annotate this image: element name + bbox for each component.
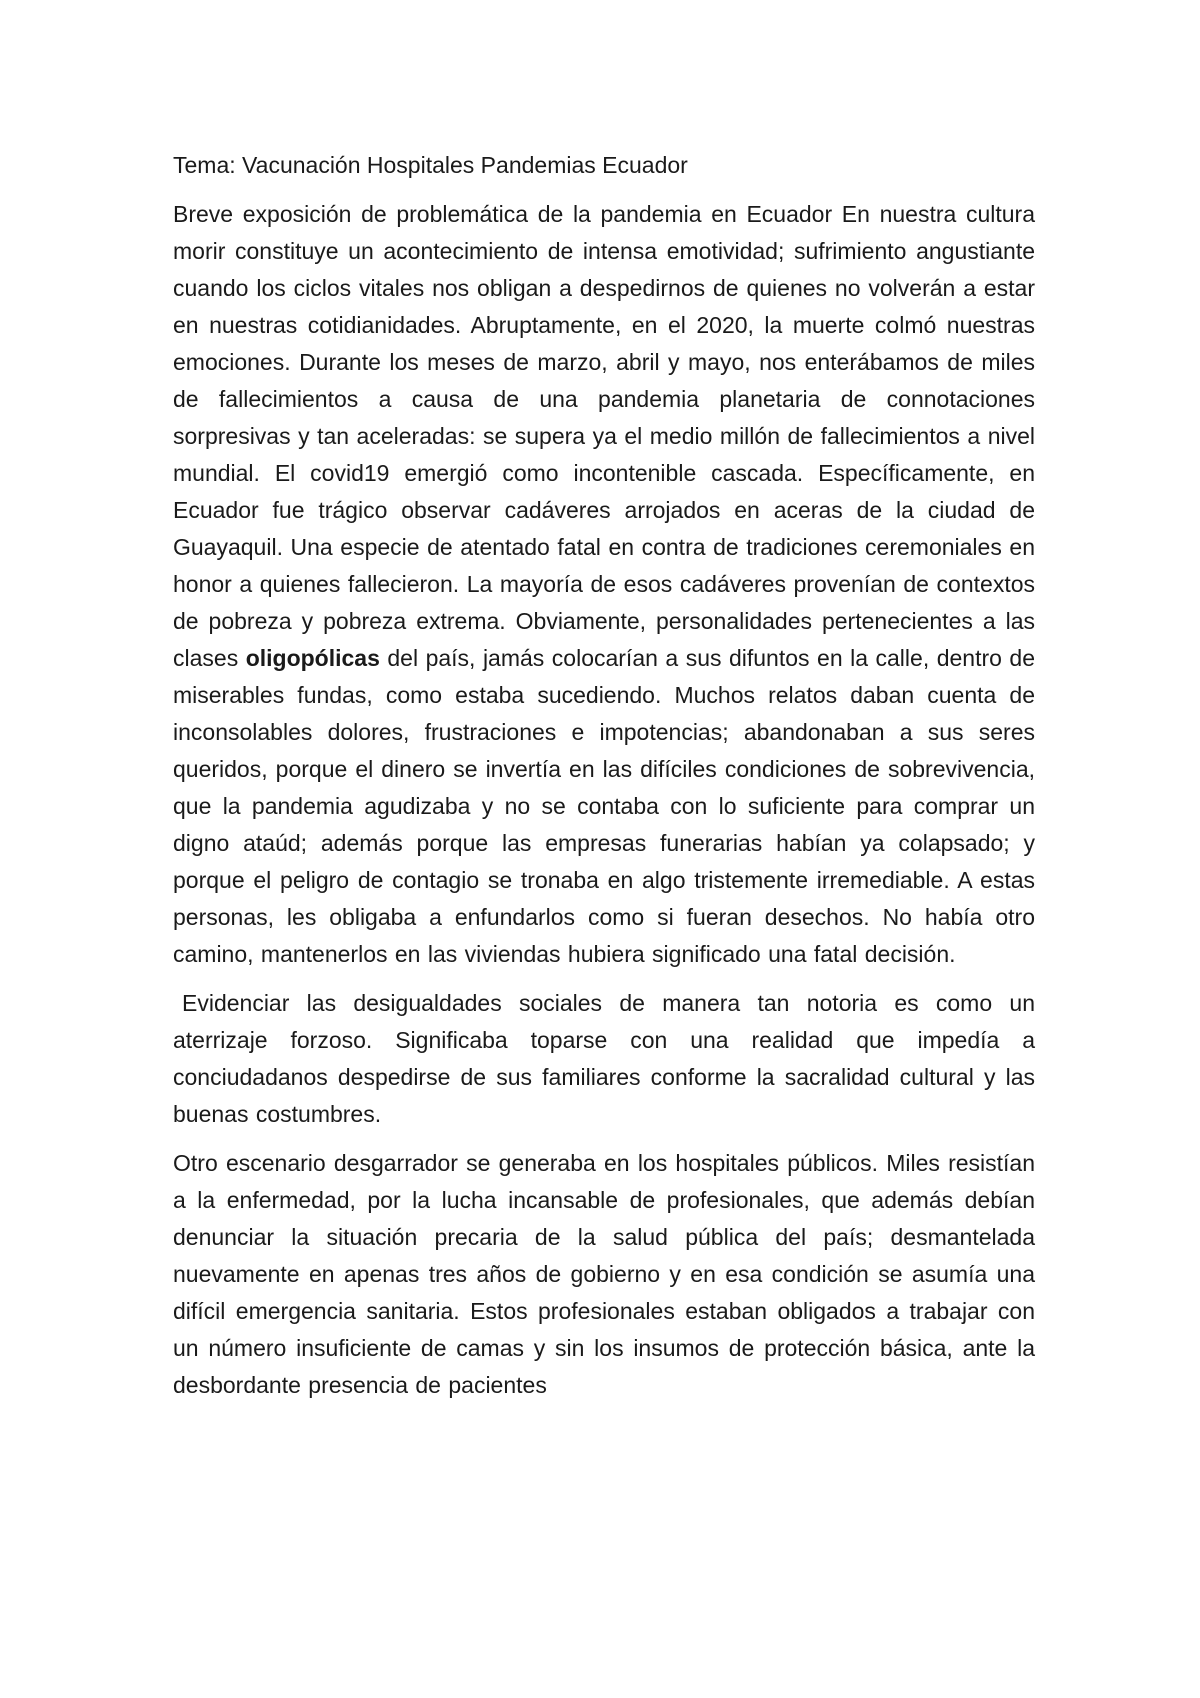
paragraph-2: Evidenciar las desigualdades sociales de manera tan notoria es como un aterrizaje forzoso. Significaba toparse con una realidad que impedía a conciudadanos despedirse de sus familiares conforme la sacralidad cultural y las buenas costumbres. bbox=[173, 990, 1035, 1127]
paragraph-1-text-start: Breve exposición de problemática de la pandemia en Ecuador En nuestra cultura morir constituye un acontecimiento de intensa emotividad; sufrimiento angustiante cuando los ciclos vitales nos obligan a despedirnos de quienes no volverán a estar en nuestras cotidianidades. Abruptamente, en el 2020, la muerte colmó nuestras emociones. Durante los meses de marzo, abril y mayo, nos enterábamos de miles de fallecimientos a causa de una pandemia planetaria de connotaciones sorpresivas y tan aceleradas: se supera ya el medio millón de fallecimientos a nivel mundial. El covid19 emergió como incontenible cascada. Específicamente, en Ecuador fue trágico observar cadáveres arrojados en aceras de la ciudad de Guayaquil. Una especie de atentado fatal en contra de tradiciones ceremoniales en honor a quienes fallecieron. La mayoría de esos cadáveres provenían de contextos de pobreza y pobreza extrema. Obviamente, personalidades pertenecientes a las clases bbox=[173, 201, 1035, 671]
paragraph-1-text-end: del país, jamás colocarían a sus difuntos en la calle, dentro de miserables fundas, como estaba sucediendo. Muchos relatos daban cuenta de inconsolables dolores, frustraciones e impotencias; abandonaban a sus seres queridos, porque el dinero se invertía en las difíciles condiciones de sobrevivencia, que la pandemia agudizaba y no se contaba con lo suficiente para comprar un digno ataúd; además porque las empresas funerarias habían ya colapsado; y porque el peligro de contagio se tronaba en algo tristemente irremediable. A estas personas, les obligaba a enfundarlos como si fueran desechos. No había otro camino, mantenerlos en las viviendas hubiera significado una fatal decisión. bbox=[173, 645, 1035, 967]
document-title: Tema: Vacunación Hospitales Pandemias Ecuador bbox=[173, 152, 688, 178]
paragraph-1 bbox=[173, 196, 1035, 973]
document-body bbox=[173, 147, 1035, 1416]
paragraph-3: Otro escenario desgarrador se generaba en los hospitales públicos. Miles resistían a la enfermedad, por la lucha incansable de profesionales, que además debían denunciar la situación precaria de la salud pública del país; desmantelada nuevamente en apenas tres años de gobierno y en esa condición se asumía una difícil emergencia sanitaria. Estos profesionales estaban obligados a trabajar con un número insuficiente de camas y sin los insumos de protección básica, ante la desbordante presencia de pacientes bbox=[173, 1150, 1035, 1398]
bold-term: oligopólicas bbox=[245, 645, 380, 671]
